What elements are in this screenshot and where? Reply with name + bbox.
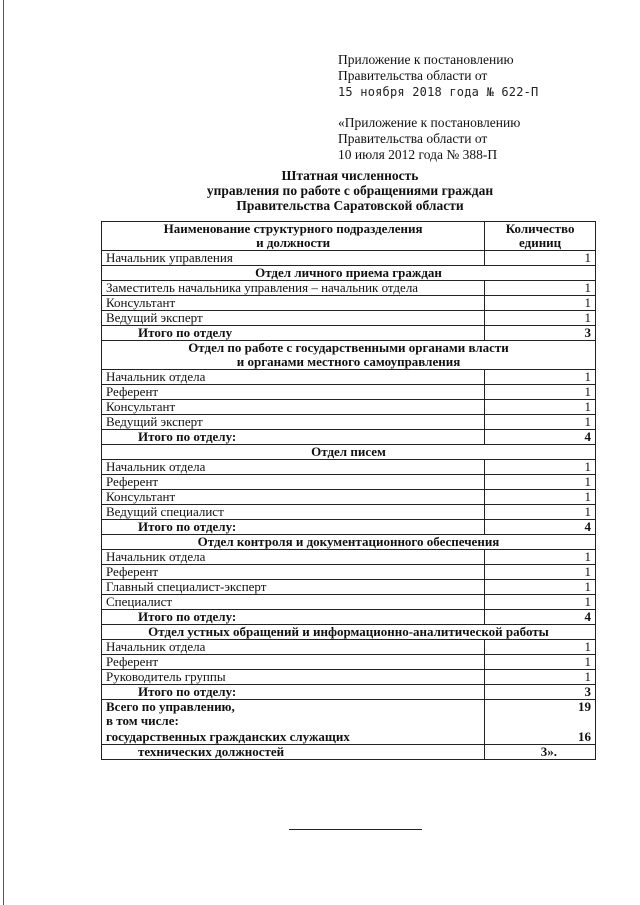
table-header-row [102, 222, 596, 251]
table-row [102, 550, 596, 565]
table-row [102, 415, 596, 430]
column-header-name [102, 222, 485, 251]
header-line-5: Правительства области от [338, 131, 488, 146]
position-qty: 1 [485, 505, 596, 520]
subtotal-label: Итого по отделу: [102, 685, 485, 700]
subtotal-row [102, 610, 596, 625]
table-row [102, 475, 596, 490]
section-title-line: Отдел личного приема граждан [255, 265, 442, 280]
tech-positions-row [102, 745, 596, 760]
grand-total-qty-civil: 16 [578, 729, 591, 744]
table-row [102, 505, 596, 520]
subtotal-label: Итого по отделу [102, 326, 485, 341]
table-row [102, 385, 596, 400]
section-row [102, 535, 596, 550]
column-header-qty-line-1: Количество [505, 221, 575, 236]
table-row [102, 296, 596, 311]
position-name: Референт [102, 385, 485, 400]
table-row [102, 490, 596, 505]
table-row [102, 400, 596, 415]
page-edge-line [3, 0, 4, 905]
grand-total-qty [485, 700, 596, 745]
subtotal-row [102, 326, 596, 341]
staff-table [101, 221, 596, 760]
subtotal-row [102, 685, 596, 700]
grand-total-line-3: государственных гражданских служащих [106, 729, 350, 744]
position-qty: 1 [485, 640, 596, 655]
column-header-qty [485, 222, 596, 251]
position-qty: 1 [485, 550, 596, 565]
header-date-line: 15 ноября 2018 года № 622-П [338, 85, 539, 99]
table-row [102, 281, 596, 296]
grand-total-label [102, 700, 485, 745]
signature-line [289, 829, 422, 830]
position-qty: 1 [485, 370, 596, 385]
title-line-3: Правительства Саратовской области [236, 198, 464, 213]
subtotal-label: Итого по отделу: [102, 430, 485, 445]
position-name: Ведущий эксперт [102, 311, 485, 326]
position-qty: 1 [485, 385, 596, 400]
position-name: Заместитель начальника управления – начальник отдела [102, 281, 485, 296]
section-title [102, 535, 596, 550]
subtotal-qty: 4 [485, 520, 596, 535]
header-line-2: Правительства области от [338, 68, 488, 83]
position-qty: 1 [485, 281, 596, 296]
position-qty: 1 [485, 490, 596, 505]
column-header-name-line-2: и должности [256, 235, 331, 250]
section-title-line: Отдел писем [311, 444, 386, 459]
table-row [102, 580, 596, 595]
column-header-qty-line-2: единиц [519, 235, 562, 250]
table-row [102, 311, 596, 326]
tech-positions-label: технических должностей [102, 745, 485, 760]
subtotal-label: Итого по отделу: [102, 610, 485, 625]
table-row [102, 595, 596, 610]
position-qty: 1 [485, 595, 596, 610]
position-name: Консультант [102, 400, 485, 415]
position-qty: 1 [485, 460, 596, 475]
section-title [102, 445, 596, 460]
section-title-line: Отдел по работе с государственными органами власти [188, 340, 509, 355]
subtotal-qty: 4 [485, 430, 596, 445]
title-line-1: Штатная численность [281, 168, 419, 183]
section-row [102, 266, 596, 281]
section-title [102, 625, 596, 640]
tech-positions-qty: 3». [485, 745, 596, 760]
table-row [102, 460, 596, 475]
position-qty: 1 [485, 296, 596, 311]
position-qty: 1 [485, 251, 596, 266]
position-name: Главный специалист-эксперт [102, 580, 485, 595]
position-name: Начальник отдела [102, 550, 485, 565]
subtotal-row [102, 520, 596, 535]
position-name: Специалист [102, 595, 485, 610]
document-title [100, 168, 600, 213]
table-row [102, 370, 596, 385]
section-title-line: Отдел устных обращений и информационно-аналитической работы [148, 624, 549, 639]
position-qty: 1 [485, 670, 596, 685]
position-name: Начальник отдела [102, 370, 485, 385]
table-body [102, 251, 596, 700]
position-qty: 1 [485, 311, 596, 326]
position-name: Руководитель группы [102, 670, 485, 685]
subtotal-qty: 4 [485, 610, 596, 625]
position-name: Ведущий эксперт [102, 415, 485, 430]
position-qty: 1 [485, 655, 596, 670]
header-line-6: 10 июля 2012 года № 388-П [338, 147, 498, 162]
grand-total-line-2: в том числе: [106, 713, 179, 728]
table-row [102, 251, 596, 266]
subtotal-qty: 3 [485, 326, 596, 341]
position-qty: 1 [485, 400, 596, 415]
position-name: Начальник управления [102, 251, 485, 266]
table-row [102, 655, 596, 670]
position-name: Референт [102, 565, 485, 580]
position-name: Начальник отдела [102, 460, 485, 475]
section-title-line: и органами местного самоуправления [236, 354, 461, 369]
subtotal-qty: 3 [485, 685, 596, 700]
position-name: Консультант [102, 490, 485, 505]
title-line-2: управления по работе с обращениями граждан [206, 183, 494, 198]
section-row [102, 341, 596, 370]
section-title-line: Отдел контроля и документационного обеспечения [197, 534, 500, 549]
grand-total-line-1: Всего по управлению, [106, 699, 235, 714]
header-line-1: Приложение к постановлению [338, 52, 514, 67]
position-name: Референт [102, 475, 485, 490]
column-header-name-line-1: Наименование структурного подразделения [163, 221, 423, 236]
position-qty: 1 [485, 415, 596, 430]
position-name: Референт [102, 655, 485, 670]
section-title [102, 266, 596, 281]
table-row [102, 640, 596, 655]
section-row [102, 445, 596, 460]
section-row [102, 625, 596, 640]
grand-total-qty-total: 19 [578, 699, 591, 714]
position-qty: 1 [485, 580, 596, 595]
section-title [102, 341, 596, 370]
table-row [102, 670, 596, 685]
subtotal-row [102, 430, 596, 445]
grand-total-row [102, 700, 596, 745]
table-row [102, 565, 596, 580]
appendix-header [338, 52, 538, 163]
position-name: Ведущий специалист [102, 505, 485, 520]
header-line-4: «Приложение к постановлению [338, 115, 521, 130]
position-name: Начальник отдела [102, 640, 485, 655]
position-name: Консультант [102, 296, 485, 311]
position-qty: 1 [485, 475, 596, 490]
subtotal-label: Итого по отделу: [102, 520, 485, 535]
position-qty: 1 [485, 565, 596, 580]
